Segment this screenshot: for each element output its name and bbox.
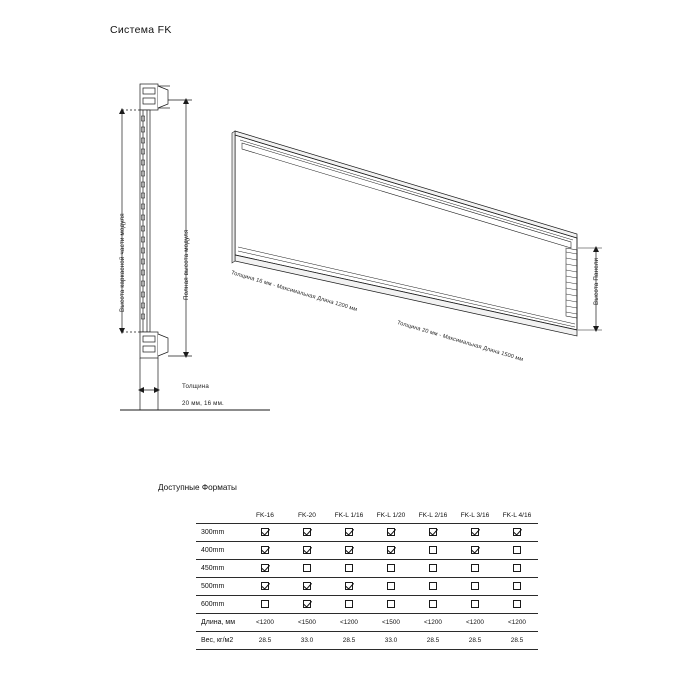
cell-length-fkl-4-16: <1200 [496,614,538,632]
cell-500-fkl-2-16[interactable] [412,578,454,596]
checkbox-checked[interactable] [261,582,269,590]
checkbox-checked[interactable] [303,528,311,536]
cell-weight-fkl-3-16: 28.5 [454,632,496,650]
label-panel-height: Высота Панели [593,257,600,305]
cell-300-fk20[interactable] [286,524,328,542]
checkbox-unchecked[interactable] [429,600,437,608]
checkbox-unchecked[interactable] [261,600,269,608]
cell-length-fkl-1-16: <1200 [328,614,370,632]
cell-weight-fkl-2-16: 28.5 [412,632,454,650]
checkbox-unchecked[interactable] [471,564,479,572]
table-caption: Доступные Форматы [158,483,237,492]
checkbox-unchecked[interactable] [387,564,395,572]
checkbox-checked[interactable] [303,600,311,608]
table-row [196,524,538,542]
checkbox-checked[interactable] [345,546,353,554]
column-header-fkl-2-16: FK-L 2/16 [418,511,448,519]
column-header-fkl-1-16: FK-L 1/16 [334,511,364,519]
checkbox-checked[interactable] [261,564,269,572]
cell-300-fkl-2-16[interactable] [412,524,454,542]
cell-300-fkl-1-16[interactable] [328,524,370,542]
label-carcass-height: Высота каркасной части модуля [119,213,126,312]
cell-length-fkl-2-16: <1200 [412,614,454,632]
checkbox-checked[interactable] [471,528,479,536]
cell-weight-fkl-1-20: 33.0 [370,632,412,650]
cell-weight-fkl-4-16: 28.5 [496,632,538,650]
checkbox-checked[interactable] [387,528,395,536]
row-label-length: Длина, мм [196,614,244,632]
cell-600-fk16[interactable] [244,596,286,614]
checkbox-checked[interactable] [429,528,437,536]
cell-length-fkl-3-16: <1200 [454,614,496,632]
checkbox-checked[interactable] [345,582,353,590]
row-label-450: 450mm [196,560,244,578]
cell-400-fk20[interactable] [286,542,328,560]
cell-400-fkl-1-20[interactable] [370,542,412,560]
row-label-600: 600mm [196,596,244,614]
cell-450-fkl-2-16[interactable] [412,560,454,578]
table-body [196,524,538,650]
cell-600-fkl-4-16[interactable] [496,596,538,614]
checkbox-unchecked[interactable] [345,564,353,572]
label-panel-spec-16: Толщина 16 мм - Максимальная Длина 1200 мм [230,270,358,314]
column-header-fkl-4-16: FK-L 4/16 [502,511,532,519]
cell-450-fkl-3-16[interactable] [454,560,496,578]
cell-300-fkl-4-16[interactable] [496,524,538,542]
table-row [196,596,538,614]
column-header-blank [196,494,244,524]
cell-600-fkl-1-20[interactable] [370,596,412,614]
table-header-row [196,494,538,524]
cell-400-fkl-4-16[interactable] [496,542,538,560]
table-row [196,560,538,578]
table-row [196,632,538,650]
row-label-weight: Вес, кг/м2 [196,632,244,650]
checkbox-checked[interactable] [513,528,521,536]
label-thickness-values: 20 мм, 16 мм. [182,400,224,407]
checkbox-unchecked[interactable] [471,582,479,590]
checkbox-unchecked[interactable] [429,546,437,554]
cell-300-fkl-3-16[interactable] [454,524,496,542]
label-full-height: Полная высота модуля [183,229,190,300]
cell-600-fk20[interactable] [286,596,328,614]
cell-450-fkl-1-20[interactable] [370,560,412,578]
table-row [196,578,538,596]
column-header-fkl-1-20: FK-L 1/20 [376,511,406,519]
cell-weight-fkl-1-16: 28.5 [328,632,370,650]
cell-450-fkl-4-16[interactable] [496,560,538,578]
cell-400-fkl-1-16[interactable] [328,542,370,560]
cell-600-fkl-1-16[interactable] [328,596,370,614]
checkbox-checked[interactable] [387,546,395,554]
column-header-fkl-3-16: FK-L 3/16 [460,511,490,519]
checkbox-unchecked[interactable] [513,564,521,572]
label-thickness-title: Толщина [182,383,210,390]
row-label-400: 400mm [196,542,244,560]
cell-600-fkl-2-16[interactable] [412,596,454,614]
checkbox-unchecked[interactable] [471,600,479,608]
page-title: Система FK [110,24,172,36]
checkbox-checked[interactable] [303,546,311,554]
cell-450-fk16[interactable] [244,560,286,578]
checkbox-checked[interactable] [303,582,311,590]
cell-length-fk16: <1200 [244,614,286,632]
cell-500-fkl-3-16[interactable] [454,578,496,596]
table-header [196,494,538,524]
table-row [196,614,538,632]
checkbox-unchecked[interactable] [387,582,395,590]
label-panel-spec-20: Толщина 20 мм - Максимальная Длина 1500 мм [396,320,524,364]
cell-600-fkl-3-16[interactable] [454,596,496,614]
checkbox-checked[interactable] [345,528,353,536]
cell-length-fk20: <1500 [286,614,328,632]
cell-500-fkl-1-16[interactable] [328,578,370,596]
checkbox-unchecked[interactable] [429,564,437,572]
checkbox-unchecked[interactable] [513,600,521,608]
cell-weight-fk16: 28.5 [244,632,286,650]
formats-table [196,494,538,650]
checkbox-unchecked[interactable] [387,600,395,608]
cell-450-fk20[interactable] [286,560,328,578]
cell-300-fkl-1-20[interactable] [370,524,412,542]
cell-weight-fk20: 33.0 [286,632,328,650]
checkbox-unchecked[interactable] [303,564,311,572]
row-label-500: 500mm [196,578,244,596]
cell-400-fkl-3-16[interactable] [454,542,496,560]
column-header-fk16: FK-16 [256,511,274,519]
cell-400-fk16[interactable] [244,542,286,560]
row-label-300: 300mm [196,524,244,542]
cell-450-fkl-1-16[interactable] [328,560,370,578]
cell-500-fkl-4-16[interactable] [496,578,538,596]
table-row [196,542,538,560]
cell-400-fkl-2-16[interactable] [412,542,454,560]
checkbox-unchecked[interactable] [429,582,437,590]
cell-500-fkl-1-20[interactable] [370,578,412,596]
cell-500-fk20[interactable] [286,578,328,596]
column-header-fk20: FK-20 [298,511,316,519]
checkbox-checked[interactable] [471,546,479,554]
checkbox-checked[interactable] [261,546,269,554]
checkbox-unchecked[interactable] [513,582,521,590]
checkbox-checked[interactable] [261,528,269,536]
cell-length-fkl-1-20: <1500 [370,614,412,632]
checkbox-unchecked[interactable] [345,600,353,608]
cell-300-fk16[interactable] [244,524,286,542]
checkbox-unchecked[interactable] [513,546,521,554]
cell-500-fk16[interactable] [244,578,286,596]
